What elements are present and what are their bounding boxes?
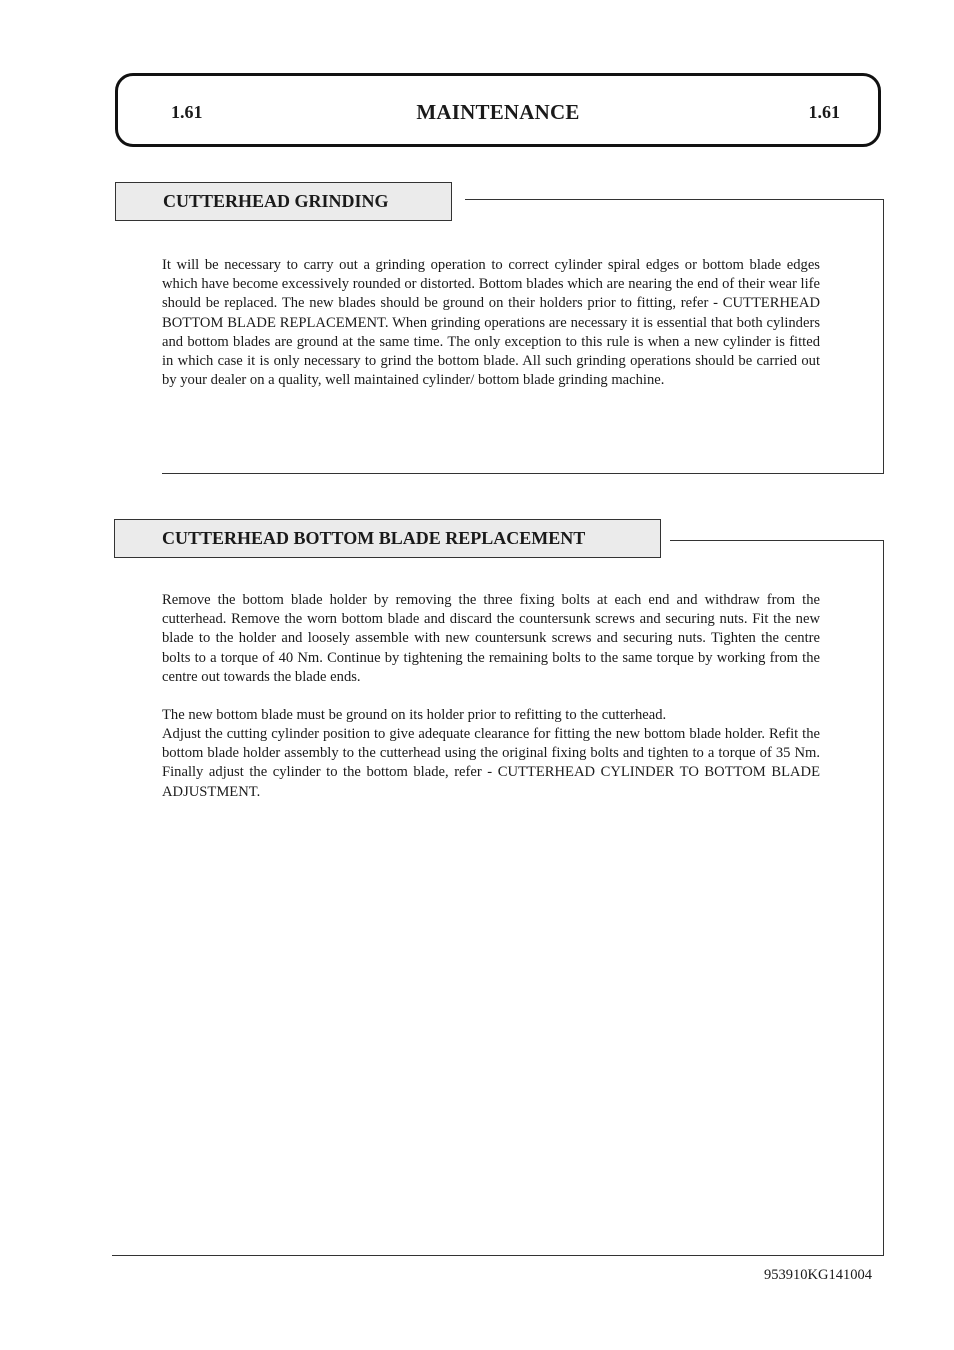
page-header (115, 73, 881, 147)
page-title: MAINTENANCE (416, 100, 580, 124)
section-number-left: 1.61 (171, 102, 203, 122)
section-frame-right-line (883, 199, 884, 474)
section-frame-right-line (883, 540, 884, 1256)
section-title-cutterhead-grinding: CUTTERHEAD GRINDING (115, 182, 452, 221)
section-frame-top-line (465, 199, 884, 200)
replacement-paragraph-3: Adjust the cutting cylinder position to give adequate clearance for fitting the new bottom blade holder. Refit the bottom blade holder assembly to the cutterhead using the original fixing bolts and tighten to a torque of 35 Nm. Finally adjust the cylinder to the bottom blade, refer - CUTTERHEAD CYLINDER TO BOTTOM BLADE ADJUSTMENT. (162, 726, 820, 800)
section-frame-bottom-line (162, 473, 884, 474)
section-title-bottom-blade-replacement: CUTTERHEAD BOTTOM BLADE REPLACEMENT (114, 519, 661, 558)
replacement-paragraph-2: The new bottom blade must be ground on its holder prior to refitting to the cutterhead. (162, 707, 667, 723)
replacement-paragraph-1: Remove the bottom blade holder by removing the three fixing bolts at each end and withdraw from the cutterhead. Remove the worn bottom blade and discard the countersunk screws and securing nuts. Fit the new blade to the holder and loosely assemble with new countersunk screws and securing nuts. Tighten the centre bolts to a torque of 40 Nm. Continue by tightening the remaining bolts to the same torque by working from the centre out towards the blade ends. (162, 592, 820, 685)
section-frame-top-line (670, 540, 884, 541)
section-number-right: 1.61 (808, 102, 840, 122)
grinding-paragraph: It will be necessary to carry out a grinding operation to correct cylinder spiral edges or bottom blade edges which have become excessively rounded or distorted. Bottom blades which are nearing the end of their wear life should be replaced. The new blades should be ground on their holders prior to fitting, refer - CUTTERHEAD BOTTOM BLADE REPLACEMENT. When grinding operations are necessary it is essential that both cylinders and bottom blades are ground at the same time. The only exception to this rule is when a new cylinder is fitted in which case it is only necessary to grind the bottom blade. All such grinding operations should be carried out by your dealer on a quality, well maintained cylinder/ bottom blade grinding machine. (162, 257, 820, 389)
document-code: 953910KG141004 (764, 1267, 872, 1283)
page-bottom-line (112, 1255, 884, 1256)
